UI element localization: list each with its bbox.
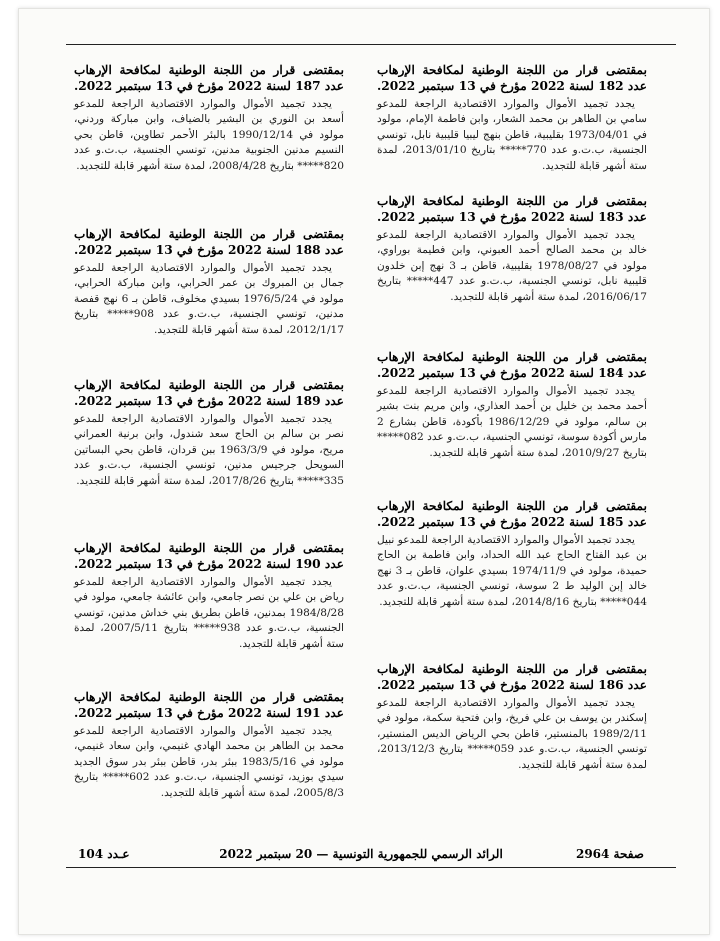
issue-number: عـدد 104: [78, 847, 130, 861]
decree-body: يجدد تجميد الأموال والموارد الاقتصادية الراجعة للمدعو جمال بن المبروك بن عمر الحرابي، وابن مباركة الحرابي، مولود في 1976/5/24 بسيدي مخلوف، قاطن بـ 6 نهج قفصة مدنين، تونسي الجنسية، ب.ت.و عدد 908***** بتاريخ 2012/1/17، لمدة ستة أشهر قابلة للتجديد.: [74, 262, 344, 336]
decree-title: بمقتضى قرار من اللجنة الوطنية لمكافحة الإرهاب عدد 190 لسنة 2022 مؤرخ في 13 سبتمبر 2022.: [74, 541, 344, 571]
decree-title: بمقتضى قرار من اللجنة الوطنية لمكافحة الإرهاب عدد 182 لسنة 2022 مؤرخ في 13 سبتمبر 2022.: [377, 63, 647, 93]
decree-title: بمقتضى قرار من اللجنة الوطنية لمكافحة الإرهاب عدد 186 لسنة 2022 مؤرخ في 13 سبتمبر 2022.: [377, 662, 647, 692]
decree-body: يجدد تجميد الأموال والموارد الاقتصادية الراجعة للمدعو نصر بن سالم بن الحاج سعد شندول، وابن برنية العمراني مريح، مولود في 1963/3/9 ببن قردان، قاطن بحي البساتين السويحل جرجيس مدنين، تونسي الجنسية، ب.ت.و عدد 335***** بتاريخ 2017/8/26، لمدة ستة أشهر قابلة للتجديد.: [74, 413, 344, 487]
journal-title: الرائد الرسمي للجمهورية التونسية — 20 سبتمبر 2022: [219, 847, 503, 861]
decree-body: يجدد تجميد الأموال والموارد الاقتصادية الراجعة للمدعو إسكندر بن يوسف بن علي فريخ، وابن فتحية سكمة، مولود في 1989/2/11 بالمنستير، قاطن بحي الرياض الديس المنستير، تونسي الجنسية، ب.ت.و عدد 059***** بتاريخ 2013/12/3، لمدة ستة أشهر قابلة للتجديد.: [377, 697, 648, 771]
decree-section: [74, 689, 344, 801]
decree-section: [377, 661, 647, 773]
decree-section: [74, 226, 344, 377]
decree-body: يجدد تجميد الأموال والموارد الاقتصادية الراجعة للمدعو رياض بن علي بن نصر جامعي، وابن عائشة جامعي، مولود في 1984/8/28 بمدنين، قاطن بطريق بني خداش مدنين، تونسي الجنسية، ب.ت.و عدد 938***** بتاريخ 2007/5/11، لمدة ستة أشهر قابلة للتجديد.: [74, 576, 345, 650]
decree-title: بمقتضى قرار من اللجنة الوطنية لمكافحة الإرهاب عدد 189 لسنة 2022 مؤرخ في 13 سبتمبر 2022.: [74, 378, 344, 408]
decree-section: [74, 540, 344, 689]
decree-title: بمقتضى قرار من اللجنة الوطنية لمكافحة الإرهاب عدد 187 لسنة 2022 مؤرخ في 13 سبتمبر 2022.: [74, 63, 344, 93]
decree-section: [377, 349, 647, 498]
page-footer: [78, 847, 644, 865]
decree-body: يجدد تجميد الأموال والموارد الاقتصادية الراجعة للمدعو خالد بن محمد الصالح أحمد العبوني، وابن فطيمة بوراوي، مولود في 1978/08/27 بقليبية، قاطن بـ 3 نهج إبن خلدون قليبية نابل، تونسي الجنسية، ب.ت.و عدد 447***** بتاريخ 2016/06/17، لمدة ستة أشهر قابلة للتجديد.: [377, 229, 647, 303]
decree-body: يجدد تجميد الأموال والموارد الاقتصادية الراجعة للمدعو أسعد بن النوري بن البشير بالضياف، وابن مباركة وردني، مولود في 1990/12/14 بالبئر الأحمر تطاوين، قاطن بحي النسيم مدنين الجنوبية مدنين، تونسي الجنسية، ب.ت.و عدد 820***** بتاريخ 2008/4/28، لمدة ستة أشهر قابلة للتجديد.: [74, 98, 344, 172]
decree-section: [377, 498, 647, 661]
decree-title: بمقتضى قرار من اللجنة الوطنية لمكافحة الإرهاب عدد 191 لسنة 2022 مؤرخ في 13 سبتمبر 2022.: [74, 690, 344, 720]
decree-body: يجدد تجميد الأموال والموارد الاقتصادية الراجعة للمدعو نبيل بن عبد الفتاح الحاج عبد الله الحداد، وابن فاطمة بن الحاج حميدة، مولود في 1974/11/9 بسيدي علوان، قاطن بـ 3 نهج خالد إبن الوليد ط 2 سوسة، تونسي الجنسية، ب.ت.و عدد 044***** بتاريخ 2014/8/16، لمدة ستة أشهر قابلة للتجديد.: [377, 534, 647, 608]
page-number: صفحة 2964: [575, 847, 644, 861]
left-column: [74, 62, 344, 801]
footer-rule: [66, 867, 676, 868]
decree-title: بمقتضى قرار من اللجنة الوطنية لمكافحة الإرهاب عدد 185 لسنة 2022 مؤرخ في 13 سبتمبر 2022.: [377, 499, 647, 529]
decree-body: يجدد تجميد الأموال والموارد الاقتصادية الراجعة للمدعو سامي بن الطاهر بن محمد الشعار، وابن فاطمة الإمام، مولود في 1973/04/01 بقليبية، قاطن بنهج ليبيا قليبية نابل، تونسي الجنسية، ب.ت.و عدد 770***** بتاريخ 2013/01/10، لمدة ستة أشهر قابلة للتجديد.: [377, 98, 647, 172]
decree-body: يجدد تجميد الأموال والموارد الاقتصادية الراجعة للمدعو أحمد محمد بن خليل بن أحمد العذاري، وابن مريم بنت بشير بن سالم، مولود في 1986/12/29 بأكودة، قاطن بشارع 2 مارس أكودة سوسة، تونسي الجنسية، ب.ت.و عدد 082***** بتاريخ 2010/9/27، لمدة ستة أشهر قابلة للتجديد.: [377, 385, 648, 459]
decree-title: بمقتضى قرار من اللجنة الوطنية لمكافحة الإرهاب عدد 183 لسنة 2022 مؤرخ في 13 سبتمبر 2022.: [377, 194, 647, 224]
decree-section: [74, 377, 344, 540]
decree-body: يجدد تجميد الأموال والموارد الاقتصادية الراجعة للمدعو محمد بن الطاهر بن محمد الهادي غنيمي، وابن سعاد غنيمي، مولود في 1983/5/16 ببئر بدر، قاطن ببئر بدر سوق الجديد سيدي بوزيد، تونسي الجنسية، ب.ت.و عدد 602***** بتاريخ 2005/8/3، لمدة ستة أشهر قابلة للتجديد.: [74, 725, 344, 799]
decree-section: [377, 193, 647, 349]
decree-section: [74, 62, 344, 226]
right-column: [377, 62, 647, 773]
decree-section: [377, 62, 647, 193]
decree-title: بمقتضى قرار من اللجنة الوطنية لمكافحة الإرهاب عدد 188 لسنة 2022 مؤرخ في 13 سبتمبر 2022.: [74, 227, 344, 257]
decree-title: بمقتضى قرار من اللجنة الوطنية لمكافحة الإرهاب عدد 184 لسنة 2022 مؤرخ في 13 سبتمبر 2022.: [377, 350, 647, 380]
